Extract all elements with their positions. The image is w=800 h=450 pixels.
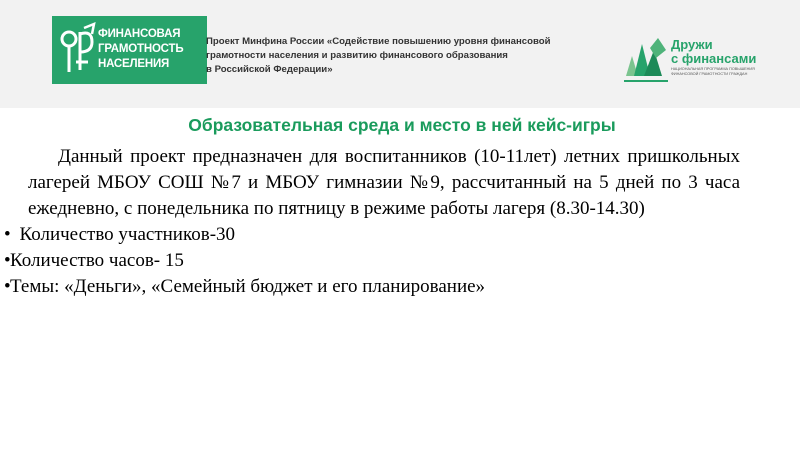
bullet-list [4, 222, 740, 300]
bullet-icon: • [4, 276, 11, 297]
project-line: грамотности населения и развитию финансового образования [206, 50, 508, 61]
list-item-text: Темы: «Деньги», «Семейный бюджет и его планирование» [10, 276, 486, 297]
description-paragraph: Данный проект предназначен для воспитанников (10-11лет) летних пришкольных лагерей МБОУ СОШ №7 и МБОУ гимназии №9, рассчитанный на 5 дней по 3 часа ежедневно, с понедельника по пятницу в режиме работы лагеря (8.30-14.30) [28, 146, 740, 219]
financial-literacy-logo [52, 16, 207, 84]
druzhi-title-line: с финансами [671, 51, 757, 66]
druzhi-subtitle-line: ФИНАНСОВОЙ ГРАМОТНОСТИ ГРАЖДАН [671, 72, 748, 76]
logo-line: ГРАМОТНОСТЬ [98, 43, 184, 55]
bullet-icon: • [4, 224, 11, 245]
druzhi-logo-icon [624, 36, 668, 82]
logo-line: НАСЕЛЕНИЯ [98, 58, 170, 70]
slide-title: Образовательная среда и место в ней кейс-игры [188, 115, 616, 135]
druzhi-subtitle-line: НАЦИОНАЛЬНАЯ ПРОГРАММА ПОВЫШЕНИЯ [671, 67, 755, 71]
list-item [4, 222, 740, 248]
list-item [4, 248, 740, 274]
druzhi-subtitle [671, 67, 781, 77]
list-item [4, 274, 740, 300]
list-item-text: Количество часов- 15 [10, 250, 184, 271]
druzhi-title [671, 38, 756, 66]
logo-line: ФИНАНСОВАЯ [98, 28, 181, 40]
project-line: Проект Минфина России «Содействие повышению уровня финансовой [206, 36, 551, 47]
header-banner [0, 0, 800, 108]
druzhi-title-line: Дружи [671, 37, 713, 52]
project-description [206, 35, 596, 77]
list-item-text: Количество участников-30 [19, 224, 236, 245]
bullet-icon: • [4, 250, 11, 271]
logo-text [98, 27, 206, 72]
slide-body [4, 144, 740, 300]
project-line: в Российской Федерации» [206, 64, 333, 75]
financial-literacy-logo-icon [58, 22, 98, 78]
druzhi-s-finansami-logo [624, 36, 784, 86]
